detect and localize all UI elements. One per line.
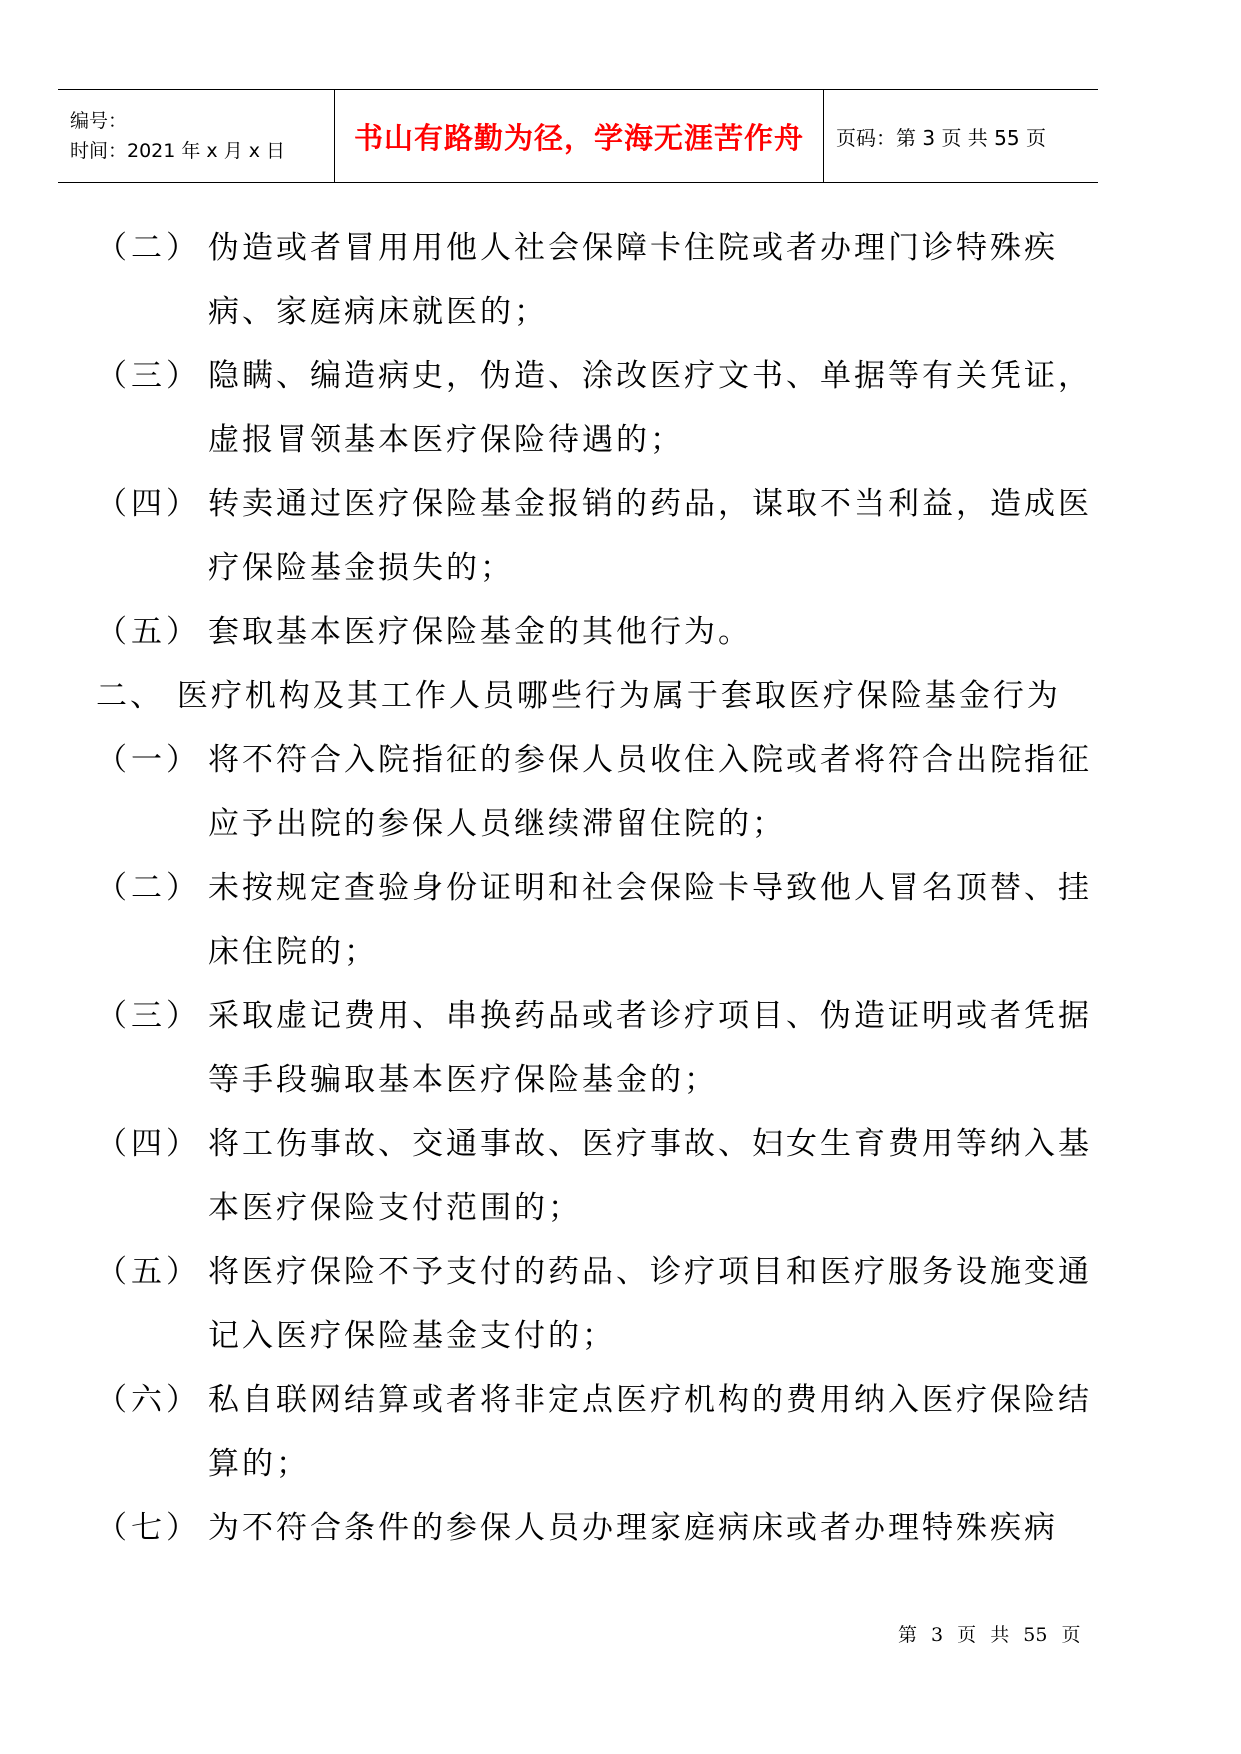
list-item	[96, 728, 1106, 856]
item-number: （四）	[96, 1126, 201, 1162]
item-number: （二）	[96, 870, 201, 906]
item-text: 隐瞒、编造病史，伪造、涂改医疗文书、单据等有关凭证，虚报冒领基本医疗保险待遇的；	[208, 358, 1092, 458]
list-item	[96, 984, 1106, 1112]
item-text: 将医疗保险不予支付的药品、诊疗项目和医疗服务设施变通记入医疗保险基金支付的；	[208, 1254, 1092, 1354]
item-text: 未按规定查验身份证明和社会保险卡导致他人冒名顶替、挂床住院的；	[208, 870, 1092, 970]
document-time-label: 时间：2021 年 x 月 x 日	[70, 140, 286, 162]
header-motto	[334, 90, 824, 182]
item-number: （四）	[96, 486, 201, 522]
item-text: 套取基本医疗保险基金的其他行为。	[208, 614, 752, 650]
item-text: 为不符合条件的参保人员办理家庭病床或者办理特殊疾病	[208, 1510, 1058, 1546]
section-heading: 二、 医疗机构及其工作人员哪些行为属于套取医疗保险基金行为	[96, 678, 1061, 714]
list-item	[96, 472, 1106, 600]
item-number: （六）	[96, 1382, 201, 1418]
list-item	[96, 600, 1106, 664]
document-body	[96, 216, 1106, 1560]
list-item	[96, 856, 1106, 984]
item-number: （三）	[96, 998, 201, 1034]
list-item	[96, 216, 1106, 344]
motto-text: 书山有路勤为径，学海无涯苦作舟	[353, 120, 804, 155]
item-text: 将工伤事故、交通事故、医疗事故、妇女生育费用等纳入基本医疗保险支付范围的；	[208, 1126, 1092, 1226]
item-number: （五）	[96, 1254, 201, 1290]
list-item	[96, 1496, 1106, 1560]
item-number: （二）	[96, 230, 201, 266]
list-item	[96, 1240, 1106, 1368]
item-number: （三）	[96, 358, 201, 394]
page-footer: 第 3 页 共 55 页	[898, 1624, 1081, 1646]
page-number-label: 页码：第 3 页 共 55 页	[836, 125, 1046, 150]
list-item	[96, 1368, 1106, 1496]
item-text: 伪造或者冒用用他人社会保障卡住院或者办理门诊特殊疾病、家庭病床就医的；	[208, 230, 1058, 330]
list-item	[96, 344, 1106, 472]
header-page-number	[824, 90, 1046, 182]
header-meta	[58, 90, 334, 182]
item-text: 私自联网结算或者将非定点医疗机构的费用纳入医疗保险结算的；	[208, 1382, 1092, 1482]
item-number: （五）	[96, 614, 201, 650]
item-number: （一）	[96, 742, 201, 778]
item-number: （七）	[96, 1510, 201, 1546]
item-text: 转卖通过医疗保险基金报销的药品，谋取不当利益，造成医疗保险基金损失的；	[208, 486, 1092, 586]
item-text: 采取虚记费用、串换药品或者诊疗项目、伪造证明或者凭据等手段骗取基本医疗保险基金的；	[208, 998, 1092, 1098]
document-number-label: 编号：	[70, 110, 128, 132]
page-header	[58, 89, 1098, 183]
item-text: 将不符合入院指征的参保人员收住入院或者将符合出院指征应予出院的参保人员继续滞留住院的；	[208, 742, 1092, 842]
list-item	[96, 1112, 1106, 1240]
